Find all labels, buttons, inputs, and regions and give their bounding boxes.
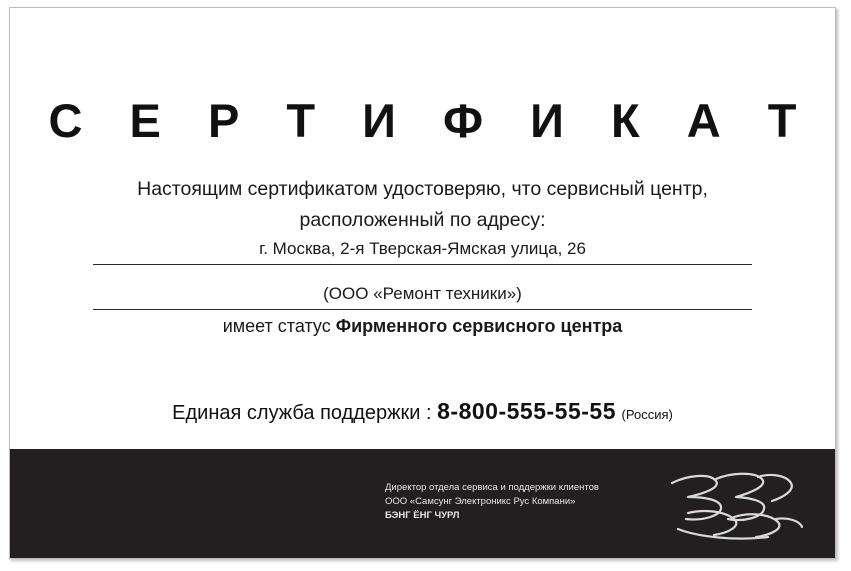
address-field: г. Москва, 2-я Тверская-Ямская улица, 26	[93, 239, 752, 265]
company-field: (ООО «Ремонт техники»)	[93, 284, 752, 310]
signer-company: ООО «Самсунг Электроникс Рус Компани»	[385, 496, 576, 507]
certificate-card	[9, 7, 836, 559]
signer-block	[385, 481, 599, 523]
support-phone: 8-800-555-55-55	[437, 398, 616, 424]
intro-line-2: расположенный по адресу:	[299, 209, 546, 231]
status-prefix: имеет статус	[222, 316, 336, 336]
signer-role: Директор отдела сервиса и поддержки клиентов	[385, 482, 599, 493]
status-field	[93, 316, 752, 342]
page-title: С Е Р Т И Ф И К А Т	[48, 94, 814, 147]
certificate-body	[10, 8, 835, 449]
certificate-footer	[10, 449, 835, 558]
support-label: Единая служба поддержки :	[172, 402, 438, 424]
status-value: Фирменного сервисного центра	[335, 316, 623, 336]
intro-line-1: Настоящим сертификатом удостоверяю, что сервисный центр,	[137, 178, 708, 200]
intro-text	[80, 174, 765, 236]
signer-name: БЭНГ ЁНГ ЧУРЛ	[385, 510, 460, 521]
support-region: (Россия)	[621, 407, 673, 422]
signature-icon	[658, 467, 808, 545]
support-line	[10, 398, 835, 425]
